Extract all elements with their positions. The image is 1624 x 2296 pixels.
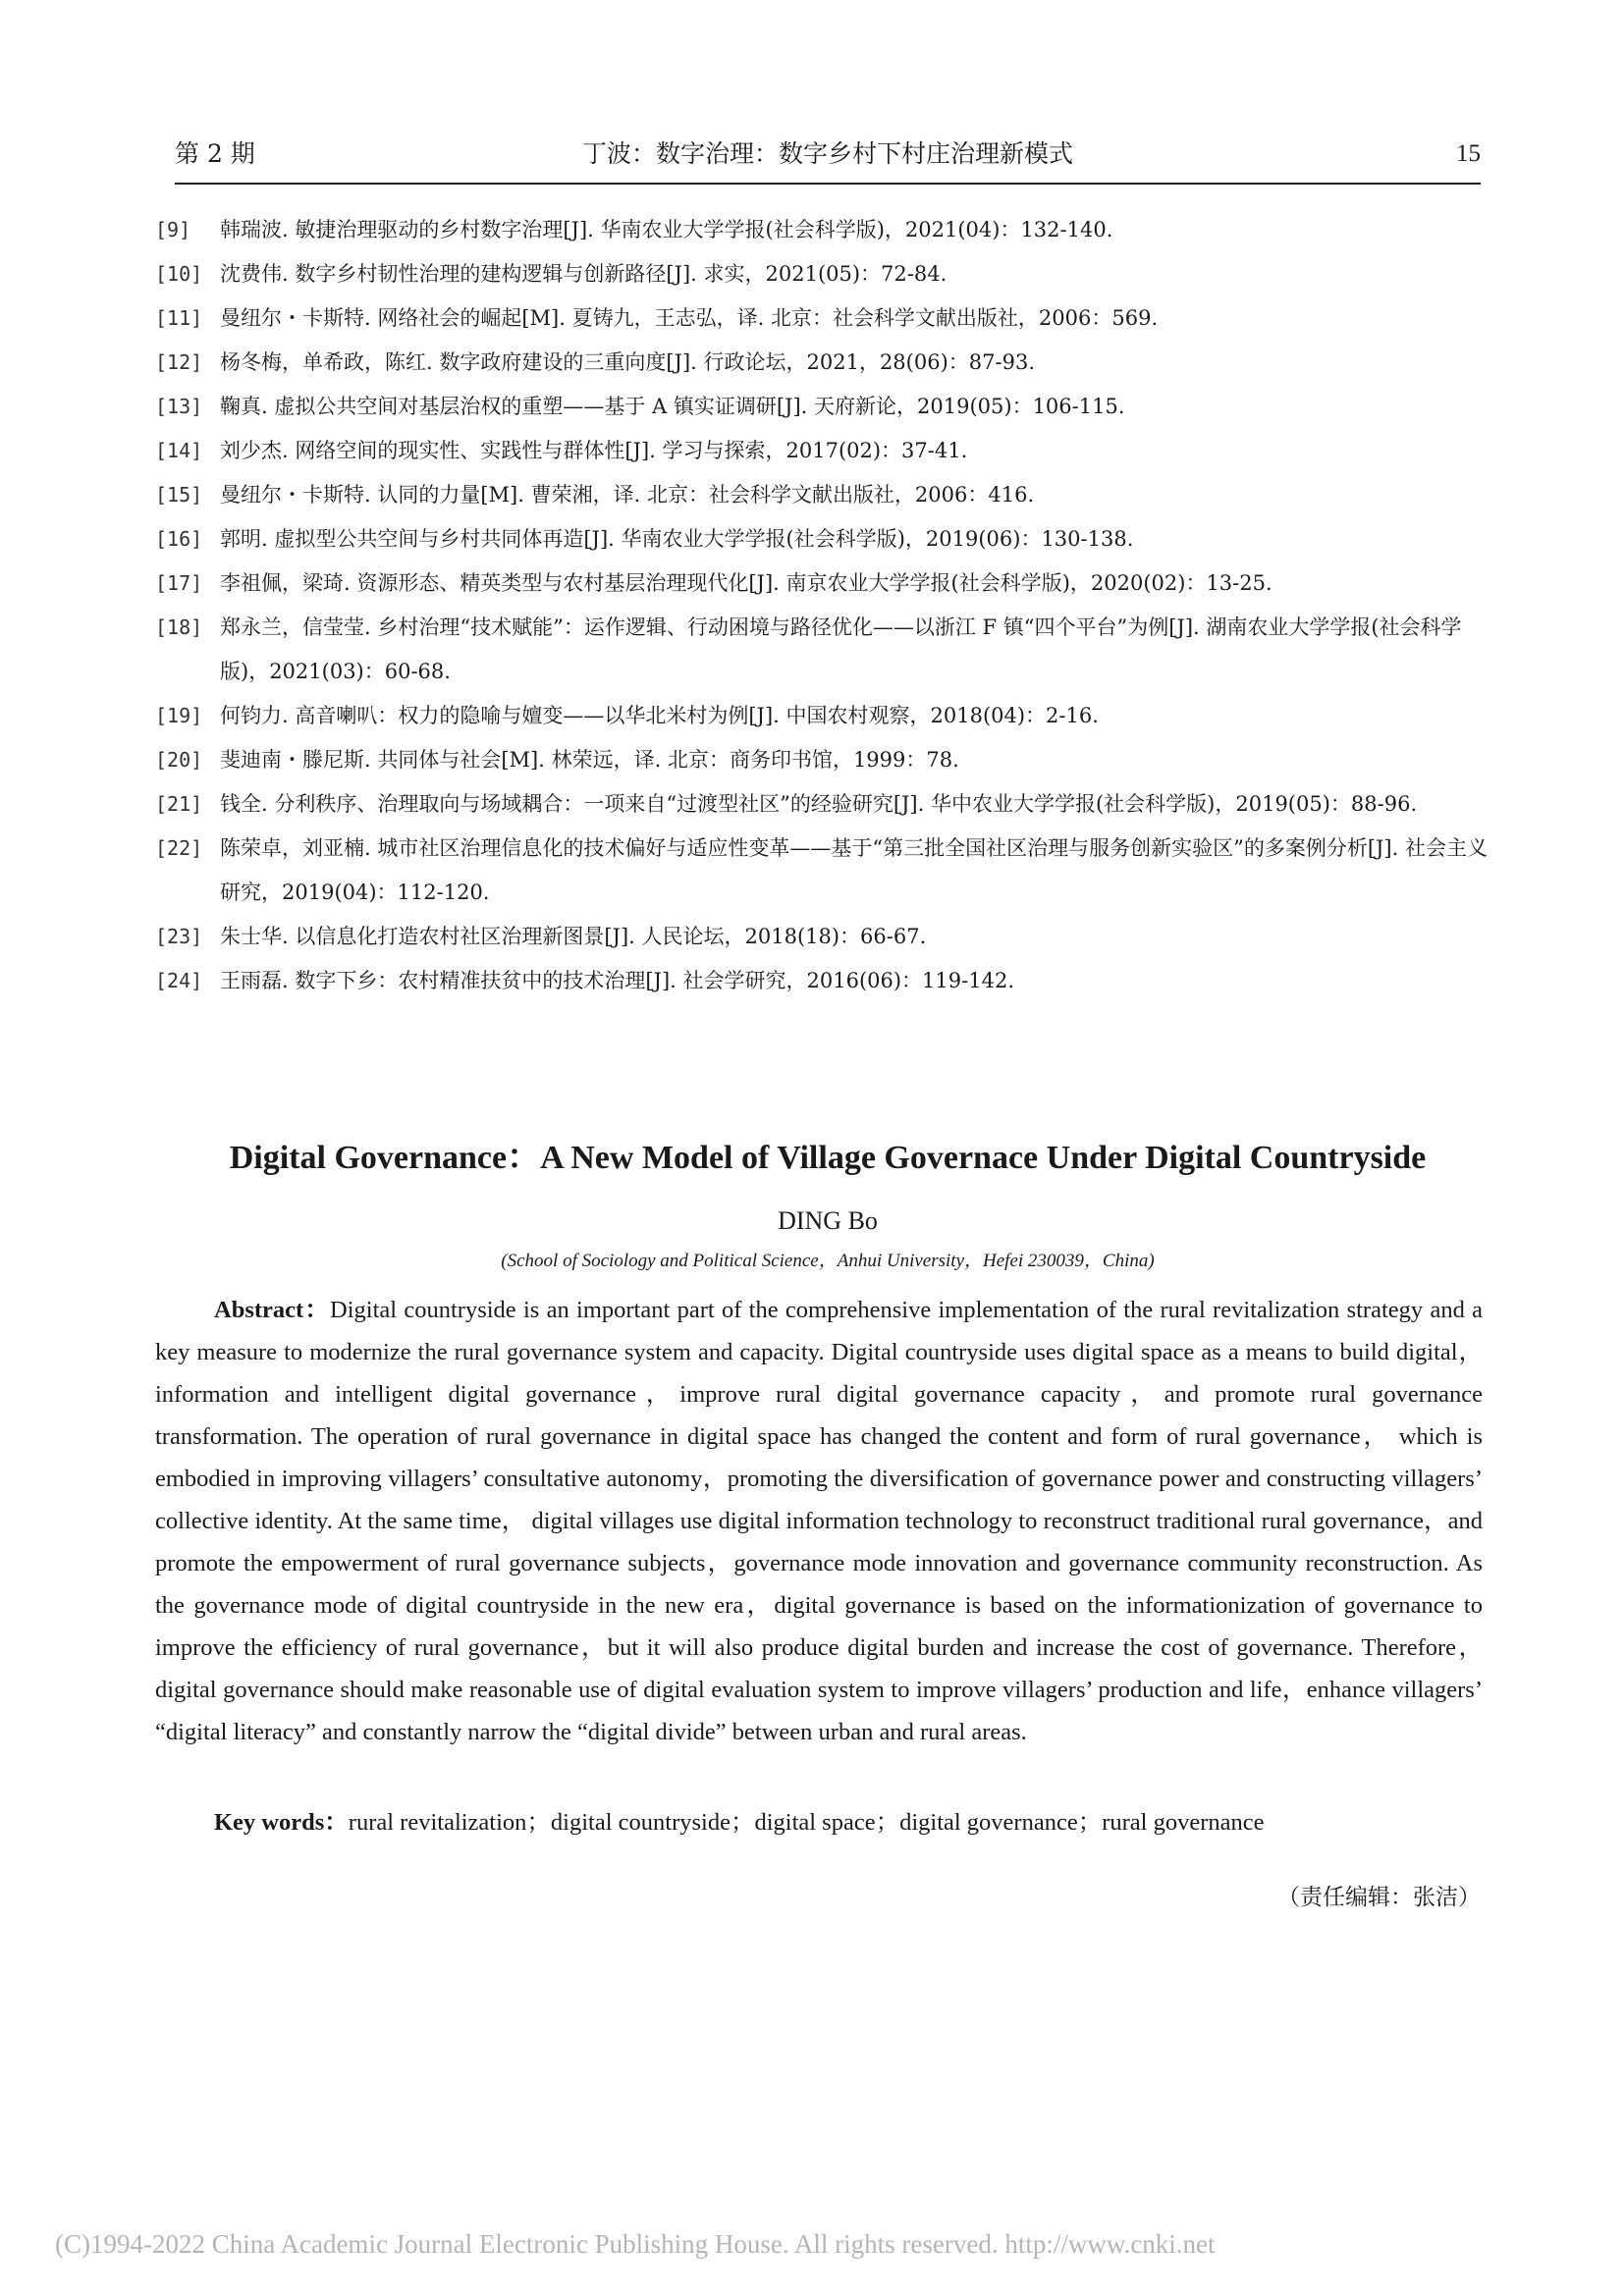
reference-number: [13] — [155, 395, 203, 418]
running-title: 丁波：数字治理：数字乡村下村庄治理新模式 — [581, 139, 1073, 168]
english-author: DING Bo — [778, 1206, 878, 1235]
reference-item — [155, 429, 1490, 473]
reference-text: 郑永兰，信莹莹. 乡村治理“技术赋能”：运作逻辑、行动困境与路径优化——以浙江 F 镇“四个平台”为例[J]. 湖南农业大学学报(社会科学版)，2021(03)：60-68. — [220, 615, 1462, 683]
reference-item — [155, 296, 1490, 341]
reference-text: 韩瑞波. 敏捷治理驱动的乡村数字治理[J]. 华南农业大学学报(社会科学版)，2021(04)：132-140. — [220, 218, 1113, 241]
reference-text: 斐迪南・滕尼斯. 共同体与社会[M]. 林荣远，译. 北京：商务印书馆，1999：78. — [220, 748, 959, 772]
reference-number: [11] — [155, 306, 203, 330]
reference-text: 刘少杰. 网络空间的现实性、实践性与群体性[J]. 学习与探索，2017(02)：37-41. — [220, 439, 968, 462]
reference-item — [155, 561, 1490, 606]
reference-number: [21] — [155, 792, 203, 816]
reference-item — [155, 208, 1490, 252]
reference-item — [155, 959, 1490, 1003]
reference-text: 郭明. 虚拟型公共空间与乡村共同体再造[J]. 华南农业大学学报(社会科学版)，2019(06)：130-138. — [220, 527, 1134, 551]
reference-number: [24] — [155, 969, 203, 992]
reference-number: [17] — [155, 571, 203, 595]
reference-number: [19] — [155, 704, 203, 727]
reference-text: 钱全. 分利秩序、治理取向与场域耦合：一项来自“过渡型社区”的经验研究[J]. 华中农业大学学报(社会科学版)，2019(05)：88-96. — [220, 792, 1418, 816]
header-divider — [175, 183, 1481, 185]
reference-number: [16] — [155, 527, 203, 551]
reference-number: [23] — [155, 925, 203, 948]
reference-text: 朱士华. 以信息化打造农村社区治理新图景[J]. 人民论坛，2018(18)：66-67. — [220, 925, 927, 948]
english-affiliation: (School of Sociology and Political Science，Anhui University，Hefei 230039，China) — [501, 1251, 1155, 1271]
reference-text: 王雨磊. 数字下乡：农村精准扶贫中的技术治理[J]. 社会学研究，2016(06)：119-142. — [220, 969, 1014, 992]
reference-item — [155, 694, 1490, 738]
english-abstract — [155, 1289, 1483, 1753]
reference-item — [155, 738, 1490, 782]
reference-number: [9] — [155, 218, 191, 241]
reference-number: [14] — [155, 439, 203, 462]
reference-text: 曼纽尔・卡斯特. 网络社会的崛起[M]. 夏铸九，王志弘，译. 北京：社会科学文献出版社，2006：569. — [220, 306, 1159, 330]
running-header — [175, 137, 1481, 177]
reference-item — [155, 341, 1490, 385]
reference-number: [10] — [155, 262, 203, 286]
reference-text: 何钧力. 高音喇叭：权力的隐喻与嬗变——以华北米村为例[J]. 中国农村观察，2018(04)：2-16. — [220, 704, 1099, 727]
abstract-label: Abstract： — [214, 1297, 331, 1323]
page-number: 15 — [1456, 140, 1481, 167]
abstract-text: Digital countryside is an important part of the comprehensive implementation of the rural revitalization strategy and a key measure to modernize the rural governance system and capacity. Digital countryside uses digital space as a means to build digital，information and intelligent digital governance，improve rural digital governance capacity，and promote rural governance transformation. The operation of rural governance in digital space has changed the content and form of rural governance， which is embodied in improving villagers’ consultative autonomy，promoting the diversification of governance power and constructing villagers’ collective identity. At the same time， digital villages use digital information technology to reconstruct traditional rural governance，and promote the empowerment of rural governance subjects，governance mode innovation and governance community reconstruction. As the governance mode of digital countryside in the new era，digital governance is based on the informationization of governance to improve the efficiency of rural governance，but it will also produce digital burden and increase the cost of governance. Therefore，digital governance should make reasonable use of digital evaluation system to improve villagers’ production and life，enhance villagers’ “digital literacy” and constantly narrow the “digital divide” between urban and rural areas. — [155, 1297, 1483, 1745]
copyright-footer: (C)1994-2022 China Academic Journal Electronic Publishing House. All rights reserved. http://www.cnki.net — [55, 2229, 1216, 2259]
reference-number: [12] — [155, 350, 203, 374]
reference-item — [155, 473, 1490, 517]
keywords-label: Key words： — [214, 1809, 349, 1836]
editor-note: （责任编辑：张洁） — [1277, 1885, 1481, 1910]
reference-item — [155, 606, 1490, 694]
reference-item — [155, 782, 1490, 827]
reference-item — [155, 252, 1490, 296]
english-keywords — [155, 1801, 1483, 1843]
reference-item — [155, 915, 1490, 959]
reference-text: 李祖佩，梁琦. 资源形态、精英类型与农村基层治理现代化[J]. 南京农业大学学报(社会科学版)，2020(02)：13-25. — [220, 571, 1272, 595]
english-title: Digital Governance：A New Model of Village Governace Under Digital Countryside — [229, 1140, 1427, 1176]
reference-text: 鞠真. 虚拟公共空间对基层治权的重塑——基于 A 镇实证调研[J]. 天府新论，2019(05)：106-115. — [220, 395, 1125, 418]
reference-item — [155, 827, 1490, 915]
reference-item — [155, 385, 1490, 429]
keywords-text: rural revitalization；digital countryside；digital space；digital governance；rural governance — [348, 1809, 1265, 1836]
reference-text: 杨冬梅，单希政，陈红. 数字政府建设的三重向度[J]. 行政论坛，2021，28(06)：87-93. — [220, 350, 1035, 374]
reference-text: 陈荣卓，刘亚楠. 城市社区治理信息化的技术偏好与适应性变革——基于“第三批全国社区治理与服务创新实验区”的多案例分析[J]. 社会主义研究，2019(04)：112-120. — [220, 836, 1488, 904]
reference-number: [22] — [155, 836, 203, 860]
reference-number: [20] — [155, 748, 203, 772]
reference-item — [155, 517, 1490, 561]
issue-label: 第 2 期 — [175, 139, 255, 168]
reference-text: 沈费伟. 数字乡村韧性治理的建构逻辑与创新路径[J]. 求实，2021(05)：72-84. — [220, 262, 947, 286]
reference-number: [15] — [155, 483, 203, 507]
reference-number: [18] — [155, 615, 203, 639]
reference-list — [155, 208, 1490, 1003]
reference-text: 曼纽尔・卡斯特. 认同的力量[M]. 曹荣湘，译. 北京：社会科学文献出版社，2006：416. — [220, 483, 1035, 507]
